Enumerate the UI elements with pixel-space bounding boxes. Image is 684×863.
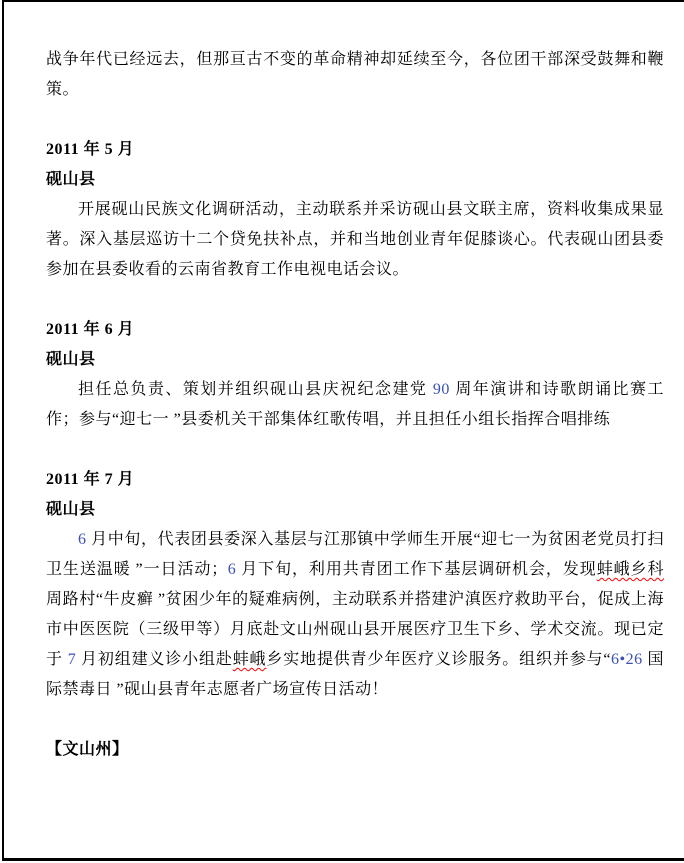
section-subheading-county: 砚山县 bbox=[46, 171, 96, 188]
text-segment: 国际禁毒日 ”砚山县青年志愿者广场宣传日活动！ bbox=[46, 651, 664, 698]
latin-number: 6•26 bbox=[611, 651, 643, 668]
text-segment: 周年演讲和诗歌朗诵比赛工作；参与“迎七一 ”县委机关干部集体红歌传唱，并且担任小组长指挥合唱排练 bbox=[46, 381, 664, 428]
text-segment: 开展砚山民族文化调研活动，主动联系并采访砚山县文联主席，资料收集成果显著。深入基层巡访十二个贷免扶补点，并和当地创业青年促膝谈心。代表砚山团县委参加在县委收看的云南省教育工作电视电话会议。 bbox=[46, 201, 664, 278]
latin-number: 2011 bbox=[46, 471, 80, 488]
section-heading-july bbox=[46, 465, 664, 495]
latin-number: 6 bbox=[227, 561, 237, 578]
text-segment: 年 bbox=[79, 321, 105, 338]
text-segment: 乡实地提供青少年医疗义诊服务。组织并参与“ bbox=[266, 651, 611, 668]
latin-number: 2011 bbox=[46, 321, 80, 338]
section-paragraph bbox=[46, 525, 664, 705]
latin-number: 6 bbox=[104, 321, 114, 338]
text-segment: 月中旬，代表团县委深入基层与江那镇中学师生开展“迎七一为贫困老党员打扫卫生送温暖 ”一日活动； bbox=[46, 531, 664, 578]
misspelled-word: 蚌峨 bbox=[232, 651, 267, 668]
text-segment: 周路村“牛皮癣 ”贫困少年的疑难病例，主动联系并搭建沪滇医疗救助平台，促成上海市中医医院（三级甲等）月底赴文山州砚山县开展医疗卫生下乡、学术交流。现已定于 bbox=[46, 591, 664, 668]
text-segment: 战争年代已经远去，但那亘古不变的革命精神却延续至今，各位团干部深受鼓舞和鞭策。 bbox=[46, 51, 664, 98]
section-2011-07 bbox=[46, 465, 664, 705]
section-heading-may bbox=[46, 135, 664, 165]
section-paragraph bbox=[46, 375, 664, 435]
latin-number: 6 bbox=[78, 531, 87, 548]
section-paragraph bbox=[46, 195, 664, 285]
section-heading-june bbox=[46, 315, 664, 345]
misspelled-word: 蚌峨乡科 bbox=[596, 561, 664, 578]
latin-number: 90 bbox=[432, 381, 450, 398]
text-segment: 月 bbox=[113, 471, 135, 488]
text-segment: 担任总负责、策划并组织砚山县庆祝纪念建党 bbox=[78, 381, 433, 398]
text-segment: 月初组建义诊小组赴 bbox=[76, 651, 233, 668]
text-segment: 年 bbox=[79, 471, 105, 488]
section-subheading-county: 砚山县 bbox=[46, 501, 96, 518]
latin-number: 5 bbox=[104, 141, 114, 158]
section-2011-05 bbox=[46, 135, 664, 285]
latin-number: 7 bbox=[67, 651, 77, 668]
section-2011-06 bbox=[46, 315, 664, 435]
text-segment: 年 bbox=[79, 141, 105, 158]
text-segment: 月 bbox=[113, 321, 135, 338]
text-segment: 月下旬，利用共青团工作下基层调研机会，发现 bbox=[236, 561, 597, 578]
footer-heading-wenshan: 【文山州】 bbox=[46, 741, 129, 758]
latin-number: 2011 bbox=[46, 141, 80, 158]
latin-number: 7 bbox=[104, 471, 114, 488]
section-subheading-county: 砚山县 bbox=[46, 351, 96, 368]
text-segment: 月 bbox=[113, 141, 135, 158]
document-page bbox=[2, 0, 684, 861]
intro-paragraph bbox=[46, 45, 664, 105]
